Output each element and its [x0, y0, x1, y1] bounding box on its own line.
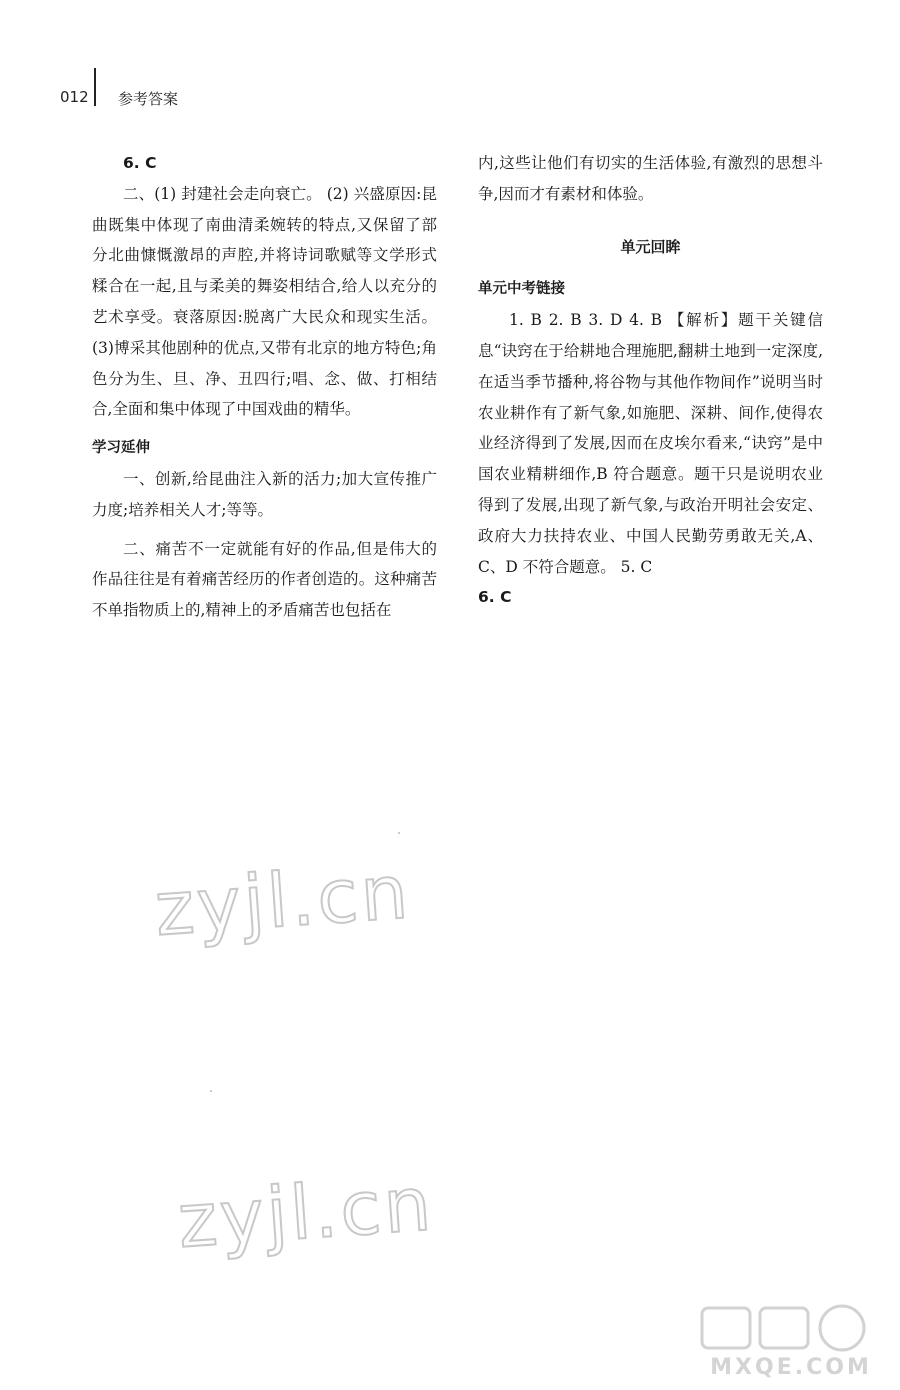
page-header-title: 参考答案	[118, 90, 179, 108]
right-column	[478, 148, 823, 613]
speck	[398, 832, 400, 834]
header-divider	[94, 68, 96, 106]
left-column	[92, 148, 437, 626]
extension-answer-2: 二、痛苦不一定就能有好的作品,但是伟大的作品往往是有着痛苦经历的作者创造的。这种痛苦不单指物质上的,精神上的矛盾痛苦也包括在	[92, 539, 437, 620]
answer-6: 6. C	[123, 154, 157, 172]
corner-logo-icon	[696, 1302, 886, 1380]
section-title-study-extension: 学习延伸	[92, 440, 150, 457]
speck	[210, 1090, 212, 1092]
answer-2-paragraph: 二、(1) 封建社会走向衰亡。 (2) 兴盛原因:昆曲既集中体现了南曲清柔婉转的特点,又保留了部分北曲慷慨激昂的声腔,并将诗词歌赋等文学形式糅合在一起,且与柔美的舞姿相结合,给人以充分的艺术享受。衰落原因:脱离广大民众和现实生活。 (3)博采其他剧种的优点,又带有北京的地方特色;角色分为生、旦、净、丑四行;唱、念、做、打相结合,全面和集中体现了中国戏曲的精华。	[92, 184, 437, 419]
watermark-text: zyjl.cn	[152, 849, 414, 953]
section-title-exam-link: 单元中考链接	[478, 281, 565, 298]
exam-answer-6: 6. C	[478, 588, 512, 607]
svg-text:MXQE.COM: MXQE.COM	[710, 1355, 872, 1380]
unit-review-heading: 单元回眸	[620, 237, 681, 256]
extension-answer-1: 一、创新,给昆曲注入新的活力;加大宣传推广力度;培养相关人才;等等。	[92, 469, 437, 519]
watermark-text: zyjl.cn	[175, 1161, 437, 1265]
page-number: 012	[60, 88, 89, 106]
exam-answers-paragraph: 1. B 2. B 3. D 4. B 【解析】题干关键信息“诀窍在于给耕地合理施肥,翻耕土地到一定深度,在适当季节播种,将谷物与其他作物间作”说明当时农业耕作有了新气象,如施肥、深耕、间作,使得农业经济得到了发展,因而在皮埃尔看来,“诀窍”是中国农业精耕细作,B 符合题意。题干只是说明农业得到了发展,出现了新气象,与政治开明社会安定、政府大力扶持农业、中国人民勤劳勇敢无关,A、C、D 不符合题意。 5. C	[478, 311, 823, 576]
continued-paragraph: 内,这些让他们有切实的生活体验,有激烈的思想斗争,因而才有素材和体验。	[478, 154, 823, 203]
